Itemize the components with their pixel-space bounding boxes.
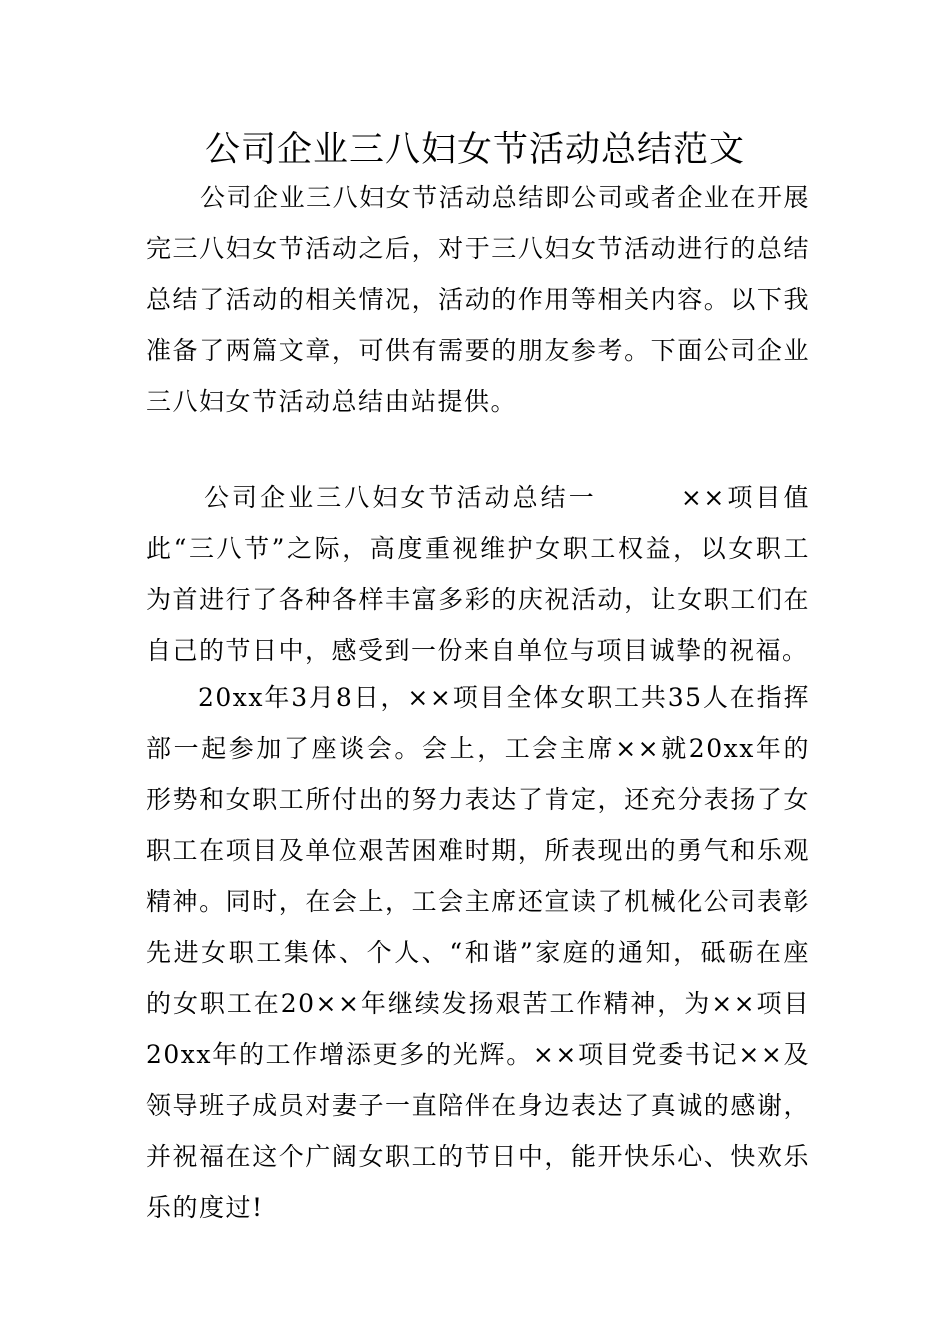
meeting-paragraph: 20xx年3月8日，××项目全体女职工共35人在指挥部一起参加了座谈会。会上，工会主席××就20xx年的形势和女职工所付出的努力表达了肯定，还充分表扬了女职工在项目及单位艰苦困难时期，所表现出的勇气和乐观精神。同时，在会上，工会主席还宣读了机械化公司表彰先进女职工集体、个人、“和谐”家庭的通知，砥砺在座的女职工在20××年继续发扬艰苦工作精神，为××项目20xx年的工作增添更多的光辉。××项目党委书记××及领导班子成员对妻子一直陪伴在身边表达了真诚的感谢，并祝福在这个广阔女职工的节日中，能开快乐心、快欢乐乐的度过! xyxy=(146,683,810,1222)
intro-paragraph: 公司企业三八妇女节活动总结即公司或者企业在开展完三八妇女节活动之后，对于三八妇女节活动进行的总结总结了活动的相关情况，活动的作用等相关内容。以下我准备了两篇文章，可供有需要的朋友参考。下面公司企业三八妇女节活动总结由站提供。 xyxy=(146,183,810,416)
document-title: 公司企业三八妇女节活动总结范文 xyxy=(204,130,745,170)
summary-one-paragraph: 公司企业三八妇女节活动总结一 ××项目值此“三八节”之际，高度重视维护女职工权益，以女职工为首进行了各种各样丰富多彩的庆祝活动，让女职工们在自己的节日中，感受到一份来自单位与项目诚挚的祝福。 xyxy=(146,483,810,665)
